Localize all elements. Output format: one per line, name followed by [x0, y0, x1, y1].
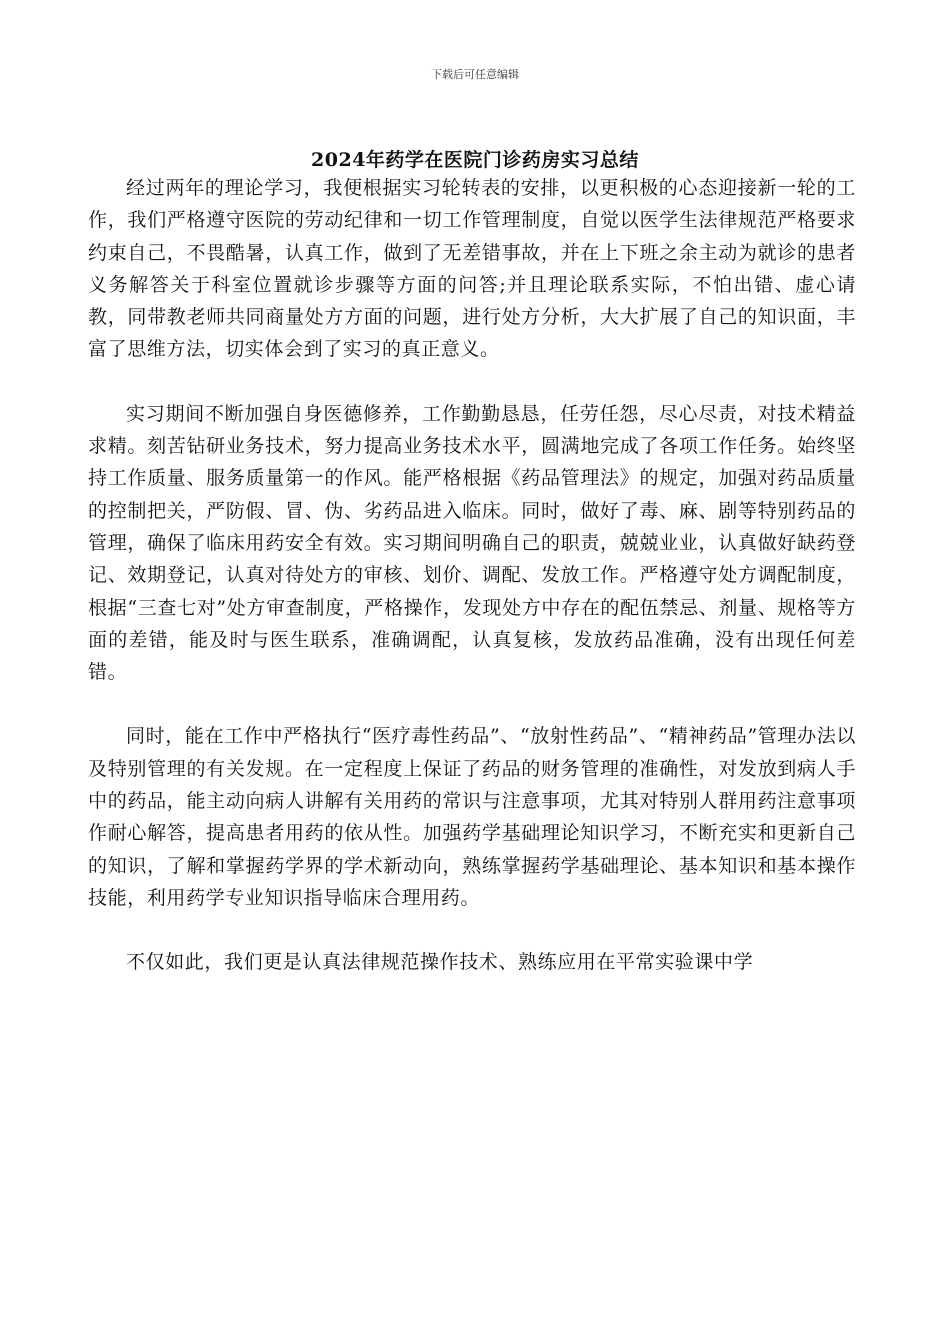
- paragraph-3: 同时，能在工作中严格执行“医疗毒性药品”、“放射性药品”、“精神药品”管理办法以及特别管理的有关发规。在一定程度上保证了药品的财务管理的准确性，对发放到病人手中的药品，能主动向病人讲解有关用药的常识与注意事项，尤其对特别人群用药注意事项作耐心解答，提高患者用药的依从性。加强药学基础理论知识学习，不断充实和更新自己的知识，了解和掌握药学界的学术新动向，熟练掌握药学基础理论、基本知识和基本操作技能，利用药学专业知识指导临床合理用药。: [88, 725, 856, 909]
- paragraph-2: 实习期间不断加强自身医德修养，工作勤勤恳恳，任劳任怨，尽心尽责，对技术精益求精。刻苦钻研业务技术，努力提高业务技术水平，圆满地完成了各项工作任务。始终坚持工作质量、服务质量第一的作风。能严格根据《药品管理法》的规定，加强对药品质量的控制把关，严防假、冒、伪、劣药品进入临床。同时，做好了毒、麻、剧等特别药品的管理，确保了临床用药安全有效。实习期间明确自己的职责，兢兢业业，认真做好缺药登记、效期登记，认真对待处方的审核、划价、调配、发放工作。严格遵守处方调配制度，根据“三查七对”处方审查制度，严格操作，发现处方中存在的配伍禁忌、剂量、规格等方面的差错，能及时与医生联系，准确调配，认真复核，发放药品准确，没有出现任何差错。: [88, 402, 856, 684]
- paragraph-4: 不仅如此，我们更是认真法律规范操作技术、熟练应用在平常实验课中学: [126, 951, 754, 974]
- document-title: 2024年药学在医院门诊药房实习总结: [311, 149, 639, 171]
- header-note: 下载后可任意编辑: [431, 68, 519, 81]
- paragraph-1: 经过两年的理论学习，我便根据实习轮转表的安排，以更积极的心态迎接新一轮的工作，我们严格遵守医院的劳动纪律和一切工作管理制度，自觉以医学生法律规范严格要求约束自己，不畏酷暑，认真工作，做到了无差错事故，并在上下班之余主动为就诊的患者义务解答关于科室位置就诊步骤等方面的问答;并且理论联系实际，不怕出错、虚心请教，同带教老师共同商量处方方面的问题，进行处方分析，大大扩展了自己的知识面，丰富了思维方法，切实体会到了实习的真正意义。: [88, 177, 856, 361]
- document-body: [88, 172, 856, 979]
